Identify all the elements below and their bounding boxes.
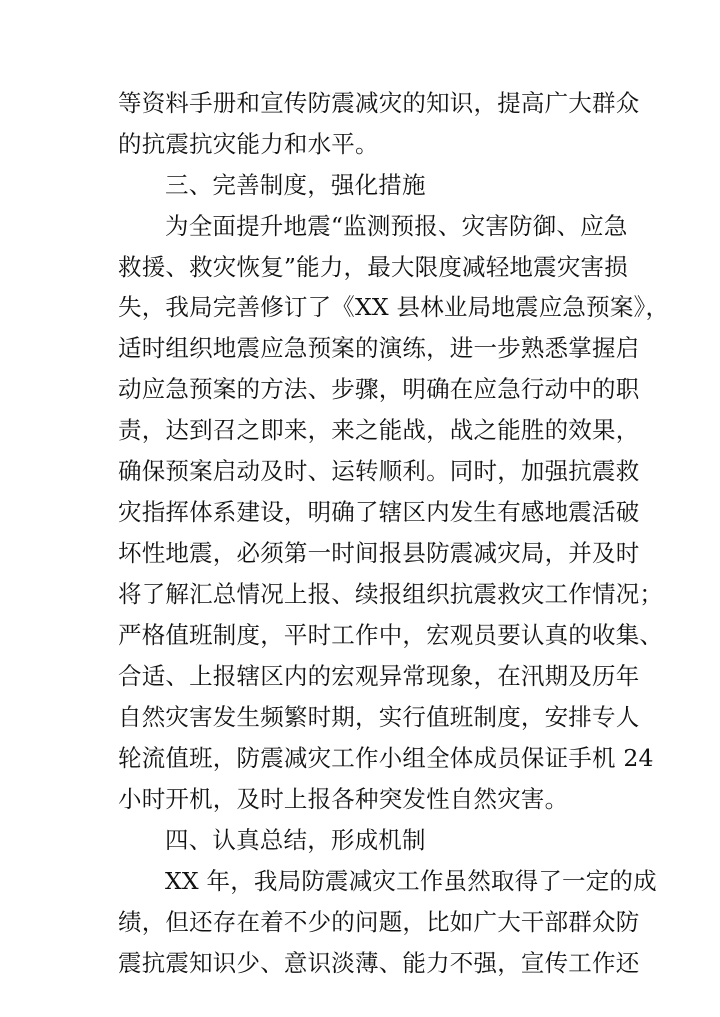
text-line: 责，达到召之即来，来之能战，战之能胜的效果，: [118, 416, 640, 444]
text-line: 自然灾害发生频繁时期，实行值班制度，安排专人: [118, 703, 640, 731]
text-line: 将了解汇总情况上报、续报组织抗震救灾工作情况；: [118, 580, 664, 608]
text-line: 严格值班制度，平时工作中，宏观员要认真的收集、: [118, 621, 664, 649]
text-line: 救援、救灾恢复”能力，最大限度减轻地震灾害损: [118, 253, 628, 281]
text-line: 合适、上报辖区内的宏观异常现象，在汛期及历年: [118, 662, 640, 690]
text-line: 灾指挥体系建设，明确了辖区内发生有感地震活破: [118, 498, 640, 526]
text-line: 震抗震知识少、意识淡薄、能力不强，宣传工作还: [118, 949, 640, 977]
text-line: 小时开机，及时上报各种突发性自然灾害。: [118, 785, 569, 813]
text-line: 轮流值班，防震减灾工作小组全体成员保证手机 24: [118, 744, 654, 772]
text-line: 等资料手册和宣传防震减灾的知识，提高广大群众: [118, 89, 640, 117]
text-line: 失，我局完善修订了《XX 县林业局地震应急预案》，: [118, 293, 670, 321]
text-line: 动应急预案的方法、步骤，明确在应急行动中的职: [118, 375, 640, 403]
section-heading-4: 四、认真总结，形成机制: [165, 826, 426, 854]
text-line: 坏性地震，必须第一时间报县防震减灾局，并及时: [118, 539, 640, 567]
text-line: 的抗震抗灾能力和水平。: [118, 130, 379, 158]
text-line: 绩，但还存在着不少的问题，比如广大干部群众防: [118, 908, 640, 936]
text-line: 适时组织地震应急预案的演练，进一步熟悉掌握启: [118, 334, 640, 362]
paragraph-start: 为全面提升地震“监测预报、灾害防御、应急: [165, 212, 628, 240]
text-line: 确保预案启动及时、运转顺利。同时，加强抗震救: [118, 457, 640, 485]
section-heading-3: 三、完善制度，强化措施: [165, 171, 426, 199]
paragraph-start: XX 年，我局防震减灾工作虽然取得了一定的成: [165, 867, 657, 895]
